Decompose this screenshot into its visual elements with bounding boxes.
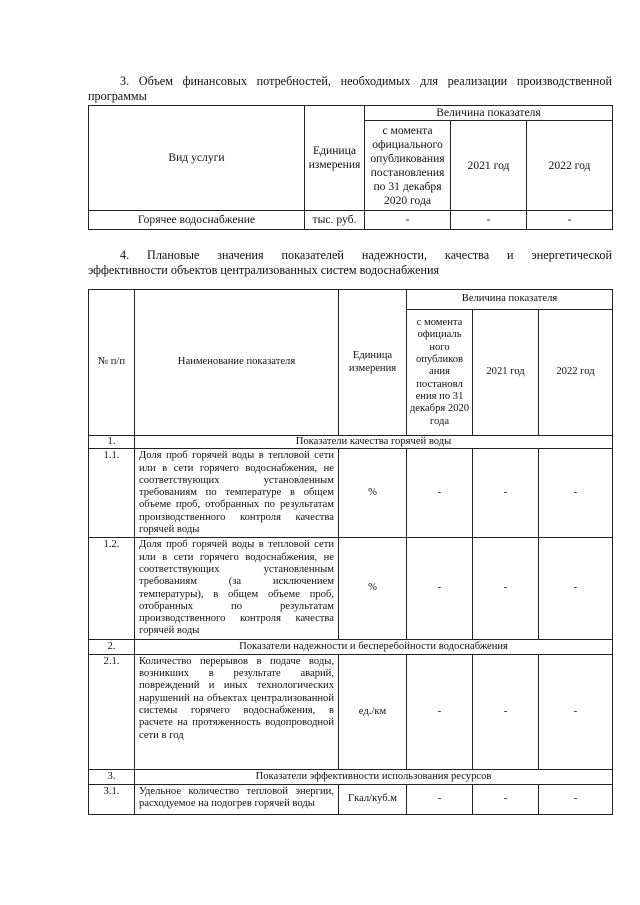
section-number: 2. [89, 639, 135, 654]
table2-header-unit: Единица измерения [339, 290, 407, 436]
value-cell: - [407, 784, 473, 814]
indicator-name: Доля проб горячей воды в тепловой сети или в сети горячего водоснабжения, не соответствующих установленным требованиям (за исключением температуры), в общем объеме проб, отобранных по результатам производственного контроля качества горячей воды [135, 538, 339, 639]
section-number: 3. [89, 769, 135, 784]
section-row [89, 639, 613, 654]
section-3-heading [88, 74, 612, 104]
value-cell: - [407, 654, 473, 769]
section-4-heading [88, 248, 612, 278]
table1-header-row-1 [89, 106, 613, 121]
table-row [89, 784, 613, 814]
table2-header-name: Наименование показателя [135, 290, 339, 436]
table2-header-row-1 [89, 290, 613, 310]
unit-cell: Гкал/куб.м [339, 784, 407, 814]
table1-value-cell: - [451, 211, 527, 230]
section-row [89, 769, 613, 784]
indicator-name: Доля проб горячей воды в тепловой сети или в сети горячего водоснабжения, не соответствующих установленным требованиям по температуре в общем объеме проб, отобранных по результатам производственного контроля качества горячей воды [135, 449, 339, 538]
section-title: Показатели эффективности использования ресурсов [135, 769, 613, 784]
table1-unit-cell: тыс. руб. [305, 211, 365, 230]
value-cell: - [407, 538, 473, 639]
table1-value-cell: - [365, 211, 451, 230]
row-number: 2.1. [89, 654, 135, 769]
table-row [89, 538, 613, 639]
section-title: Показатели качества горячей воды [135, 436, 613, 449]
indicator-name: Удельное количество тепловой энергии, расходуемое на подогрев горячей воды [135, 784, 339, 814]
unit-cell: % [339, 538, 407, 639]
table-row [89, 449, 613, 538]
section-4-line-1: 4. Плановые значения показателей надежности, качества и энергетической [120, 248, 612, 262]
section-3-line-2: программы [88, 89, 147, 103]
table1-header-service: Вид услуги [89, 106, 305, 211]
indicator-name: Количество перерывов в подаче воды, возникших в результате аварий, повреждений и иных технологических нарушений на объектах централизованной системы горячего водоснабжения, в расчете на протяженность водопроводной сети в год [135, 654, 339, 769]
table1-header-2022: 2022 год [527, 121, 613, 211]
table-row [89, 654, 613, 769]
section-4-line-2: эффективности объектов централизованных систем водоснабжения [88, 263, 440, 277]
value-cell: - [473, 449, 539, 538]
section-3-line-1: 3. Объем финансовых потребностей, необходимых для реализации производственной [120, 74, 612, 88]
table1-header-group: Величина показателя [365, 106, 613, 121]
value-cell: - [539, 784, 613, 814]
section-row [89, 436, 613, 449]
table2-header-period1: с момента официаль ного опубликов ания постановл ения по 31 декабря 2020 года [407, 310, 473, 436]
value-cell: - [473, 784, 539, 814]
value-cell: - [407, 449, 473, 538]
row-number: 1.1. [89, 449, 135, 538]
table1-value-cell: - [527, 211, 613, 230]
table2-header-2022: 2022 год [539, 310, 613, 436]
table1-header-unit: Единица измерения [305, 106, 365, 211]
table1-header-2021: 2021 год [451, 121, 527, 211]
value-cell: - [539, 449, 613, 538]
table-row [89, 211, 613, 230]
value-cell: - [473, 654, 539, 769]
table2-header-2021: 2021 год [473, 310, 539, 436]
section-number: 1. [89, 436, 135, 449]
value-cell: - [539, 538, 613, 639]
table1-service-cell: Горячее водоснабжение [89, 211, 305, 230]
row-number: 1.2. [89, 538, 135, 639]
value-cell: - [539, 654, 613, 769]
table2-header-group: Величина показателя [407, 290, 613, 310]
section-title: Показатели надежности и бесперебойности водоснабжения [135, 639, 613, 654]
table2-header-num: № п/п [89, 290, 135, 436]
indicators-table [88, 289, 613, 815]
table1-header-period1: с момента официального опубликования постановления по 31 декабря 2020 года [365, 121, 451, 211]
row-number: 3.1. [89, 784, 135, 814]
unit-cell: % [339, 449, 407, 538]
financial-needs-table [88, 105, 613, 230]
value-cell: - [473, 538, 539, 639]
unit-cell: ед./км [339, 654, 407, 769]
